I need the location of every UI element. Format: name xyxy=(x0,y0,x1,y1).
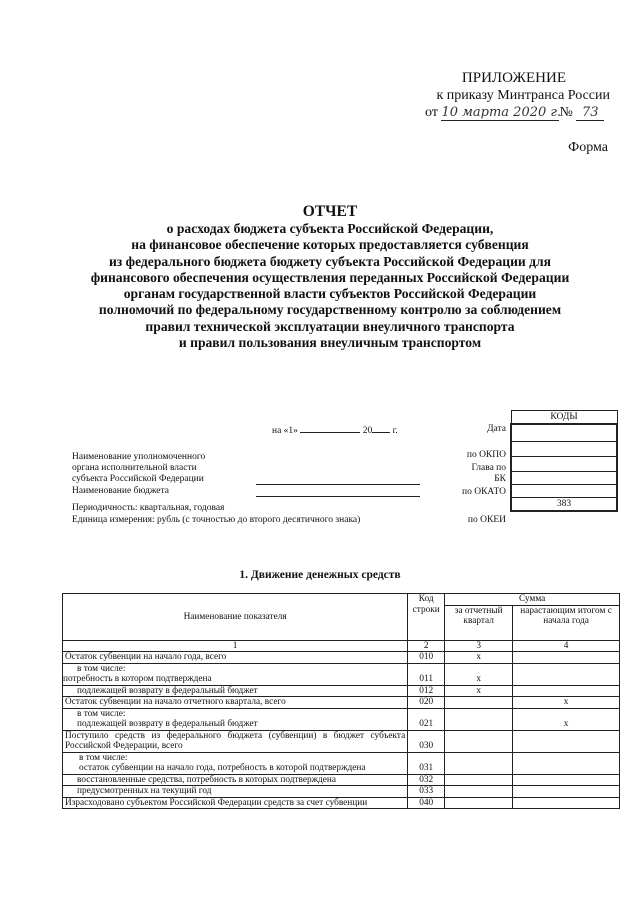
row-cumulative[interactable]: x xyxy=(513,697,620,709)
section-title: 1. Движение денежных средств xyxy=(239,569,401,581)
label-okato: по ОКАТО xyxy=(462,487,506,497)
title-line: органам государственной власти субъектов Российской Федерации xyxy=(123,286,537,302)
title-line: ОТЧЕТ xyxy=(302,203,358,220)
row-quarter[interactable] xyxy=(445,730,513,752)
org-name-line[interactable] xyxy=(256,484,420,485)
row-cumulative[interactable]: x xyxy=(513,708,620,730)
table-row xyxy=(63,652,620,664)
title-line: на финансовое обеспечение которых предоставляется субвенция xyxy=(131,237,529,253)
table-row xyxy=(63,774,620,786)
header-name: Наименование показателя xyxy=(63,594,408,641)
label-okei: по ОКЕИ xyxy=(467,515,506,525)
report-date-line xyxy=(272,426,398,438)
codes-table xyxy=(510,410,618,512)
appendix-order-ref: к приказу Минтранса России xyxy=(436,88,610,103)
label-unit: Единица измерения: рубль (с точностью до второго десятичного знака) xyxy=(72,515,361,525)
date-suffix: г. xyxy=(392,426,398,436)
table-row xyxy=(63,797,620,809)
codes-header: КОДЫ xyxy=(511,411,617,425)
row-name xyxy=(63,663,408,685)
month-blank[interactable] xyxy=(300,432,360,433)
row-code: 012 xyxy=(408,685,445,697)
table-row xyxy=(63,730,620,752)
number-label: № xyxy=(559,105,573,120)
title-line: и правил пользования внеуличным транспортом xyxy=(178,335,482,351)
handwritten-number: 73 xyxy=(576,105,604,121)
appendix-date-line xyxy=(425,105,615,121)
row-quarter[interactable] xyxy=(445,786,513,798)
row-name: Израсходовано субъектом Российской Федерации средств за счет субвенции xyxy=(63,797,408,809)
row-code: 032 xyxy=(408,774,445,786)
row-code: 021 xyxy=(408,708,445,730)
row-cumulative[interactable] xyxy=(513,797,620,809)
row-cumulative[interactable] xyxy=(513,730,620,752)
row-name-line: в том числе: xyxy=(77,708,126,719)
row-code: 030 xyxy=(408,730,445,752)
row-cumulative[interactable] xyxy=(513,774,620,786)
date-prefix: от xyxy=(425,105,438,120)
row-name xyxy=(63,752,408,774)
row-quarter[interactable]: x xyxy=(445,652,513,664)
label-glava: Глава по xyxy=(471,463,506,473)
col-number: 2 xyxy=(408,640,445,652)
row-name: предусмотренных на текущий год xyxy=(63,786,408,798)
row-name: Поступило средств из федерального бюджета (субвенции) в бюджет субъекта Российской Федерации, всего xyxy=(63,730,408,752)
table-row xyxy=(63,708,620,730)
row-code: 040 xyxy=(408,797,445,809)
row-cumulative[interactable] xyxy=(513,652,620,664)
row-name-line: в том числе: xyxy=(79,752,128,763)
row-quarter[interactable] xyxy=(445,752,513,774)
table-row xyxy=(63,697,620,709)
date-code-cell[interactable] xyxy=(511,424,617,442)
title-line: полномочий по федеральному государственному контролю за соблюдением xyxy=(98,302,562,318)
row-name-line: в том числе: xyxy=(77,663,126,674)
year-blank[interactable] xyxy=(372,432,390,433)
col-number: 4 xyxy=(513,640,620,652)
header-cumulative: нарастающим итогом с начала года xyxy=(513,605,620,640)
row-quarter[interactable] xyxy=(445,797,513,809)
row-code: 011 xyxy=(408,663,445,685)
label-org-2: органа исполнительной власти xyxy=(72,463,197,473)
title-line: из федерального бюджета бюджету субъекта Российской Федерации для xyxy=(108,253,552,269)
appendix-heading: ПРИЛОЖЕНИЕ xyxy=(461,70,566,86)
year-prefix: 20 xyxy=(362,426,373,436)
row-quarter[interactable]: x xyxy=(445,685,513,697)
handwritten-date: 10 марта 2020 г. xyxy=(441,105,562,120)
okpo-code-cell[interactable] xyxy=(511,442,617,457)
label-budget: Наименование бюджета xyxy=(72,486,169,496)
label-periodicity: Периодичность: квартальная, годовая xyxy=(72,503,225,513)
row-cumulative[interactable] xyxy=(513,786,620,798)
row-quarter[interactable] xyxy=(445,708,513,730)
col-number: 1 xyxy=(63,640,408,652)
table-row xyxy=(63,685,620,697)
row-name: Остаток субвенции на начало года, всего xyxy=(63,652,408,664)
row-cumulative[interactable] xyxy=(513,685,620,697)
label-okpo: по ОКПО xyxy=(466,450,506,460)
row-code: 031 xyxy=(408,752,445,774)
header-code: Код строки xyxy=(408,594,445,641)
okei-code-cell: 383 xyxy=(511,498,617,512)
row-name-line: остаток субвенции на начало года, потребность в которой подтверждена xyxy=(79,763,366,773)
title-line: финансового обеспечения осуществления переданных Российской Федерации xyxy=(90,269,570,285)
row-name: подлежащей возврату в федеральный бюджет xyxy=(63,685,408,697)
budget-name-line[interactable] xyxy=(256,496,420,497)
table-row xyxy=(63,786,620,798)
table-row xyxy=(63,663,620,685)
label-org-3: субъекта Российской Федерации xyxy=(72,474,204,484)
row-quarter[interactable] xyxy=(445,774,513,786)
row-quarter[interactable]: x xyxy=(445,663,513,685)
row-name-line: подлежащей возврату в федеральный бюджет xyxy=(77,719,258,729)
header-quarter: за отчетный квартал xyxy=(445,605,513,640)
date-day: на «1» xyxy=(272,426,298,436)
row-name xyxy=(63,708,408,730)
row-code: 033 xyxy=(408,786,445,798)
table-row xyxy=(63,752,620,774)
title-line: о расходах бюджета субъекта Российской Федерации, xyxy=(166,221,494,236)
row-name: Остаток субвенции на начало отчетного квартала, всего xyxy=(63,697,408,709)
label-org-1: Наименование уполномоченного xyxy=(72,452,206,462)
row-code: 020 xyxy=(408,697,445,709)
row-cumulative[interactable] xyxy=(513,752,620,774)
label-bk: БК xyxy=(494,474,506,484)
row-code: 010 xyxy=(408,652,445,664)
row-quarter[interactable] xyxy=(445,697,513,709)
header-sum: Сумма xyxy=(445,594,620,606)
row-name: восстановленные средства, потребность в которых подтверждена xyxy=(63,774,408,786)
form-label: Форма xyxy=(568,140,608,155)
glava-code-cell[interactable] xyxy=(511,457,617,472)
empty-code-cell[interactable] xyxy=(511,485,617,498)
label-date: Дата xyxy=(487,424,506,434)
okato-code-cell[interactable] xyxy=(511,472,617,485)
row-name-line: потребность в котором подтверждена xyxy=(63,674,212,684)
cash-flow-table xyxy=(62,593,620,809)
report-title xyxy=(40,202,620,351)
row-cumulative[interactable] xyxy=(513,663,620,685)
col-number: 3 xyxy=(445,640,513,652)
title-line: правил технической эксплуатации внеуличного транспорта xyxy=(145,318,515,334)
